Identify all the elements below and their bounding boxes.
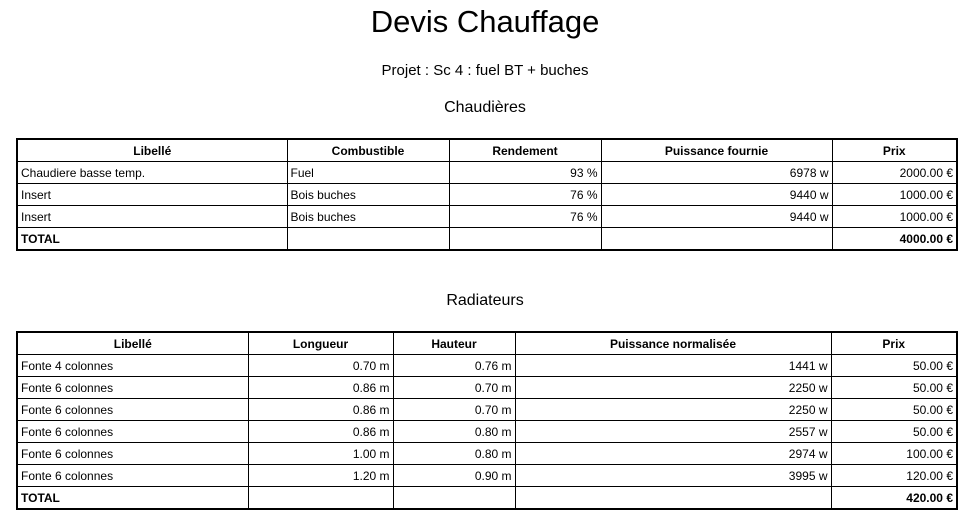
total-row bbox=[17, 487, 957, 510]
cell-hauteur: 0.90 m bbox=[393, 465, 515, 487]
empty-cell bbox=[248, 487, 393, 510]
empty-cell bbox=[449, 228, 601, 251]
column-header: Rendement bbox=[449, 139, 601, 162]
cell-puissance: 6978 w bbox=[601, 162, 832, 184]
total-value: 4000.00 € bbox=[832, 228, 957, 251]
table-row bbox=[17, 206, 957, 228]
column-header: Prix bbox=[832, 139, 957, 162]
table-row bbox=[17, 465, 957, 487]
column-header: Libellé bbox=[17, 332, 248, 355]
cell-prix: 120.00 € bbox=[831, 465, 957, 487]
cell-rendement: 76 % bbox=[449, 206, 601, 228]
cell-puissance: 3995 w bbox=[515, 465, 831, 487]
cell-prix: 1000.00 € bbox=[832, 184, 957, 206]
column-header: Libellé bbox=[17, 139, 287, 162]
cell-prix: 100.00 € bbox=[831, 443, 957, 465]
cell-puissance: 1441 w bbox=[515, 355, 831, 377]
cell-prix: 50.00 € bbox=[831, 355, 957, 377]
cell-hauteur: 0.70 m bbox=[393, 399, 515, 421]
cell-hauteur: 0.80 m bbox=[393, 443, 515, 465]
column-header: Combustible bbox=[287, 139, 449, 162]
total-row bbox=[17, 228, 957, 251]
cell-puissance: 2557 w bbox=[515, 421, 831, 443]
total-value: 420.00 € bbox=[831, 487, 957, 510]
empty-cell bbox=[287, 228, 449, 251]
cell-rendement: 76 % bbox=[449, 184, 601, 206]
cell-libelle: Chaudiere basse temp. bbox=[17, 162, 287, 184]
cell-longueur: 0.86 m bbox=[248, 377, 393, 399]
cell-combustible: Bois buches bbox=[287, 184, 449, 206]
cell-prix: 50.00 € bbox=[831, 399, 957, 421]
section-title-radiateurs: Radiateurs bbox=[446, 292, 524, 309]
table-row bbox=[17, 355, 957, 377]
cell-libelle: Fonte 6 colonnes bbox=[17, 421, 248, 443]
cell-libelle: Fonte 6 colonnes bbox=[17, 377, 248, 399]
table-header-row bbox=[17, 332, 957, 355]
column-header: Puissance normalisée bbox=[515, 332, 831, 355]
total-label: TOTAL bbox=[17, 228, 287, 251]
cell-puissance: 2250 w bbox=[515, 399, 831, 421]
cell-puissance: 9440 w bbox=[601, 206, 832, 228]
cell-combustible: Fuel bbox=[287, 162, 449, 184]
column-header: Puissance fournie bbox=[601, 139, 832, 162]
chaudieres-table bbox=[16, 138, 958, 251]
radiateurs-table bbox=[16, 331, 958, 510]
project-subtitle: Projet : Sc 4 : fuel BT + buches bbox=[381, 62, 589, 79]
cell-hauteur: 0.70 m bbox=[393, 377, 515, 399]
section-title-chaudieres: Chaudières bbox=[444, 99, 526, 116]
cell-longueur: 0.70 m bbox=[248, 355, 393, 377]
column-header: Prix bbox=[831, 332, 957, 355]
empty-cell bbox=[515, 487, 831, 510]
table-row bbox=[17, 377, 957, 399]
table-row bbox=[17, 162, 957, 184]
empty-cell bbox=[393, 487, 515, 510]
cell-libelle: Fonte 6 colonnes bbox=[17, 465, 248, 487]
cell-longueur: 1.20 m bbox=[248, 465, 393, 487]
cell-libelle: Fonte 6 colonnes bbox=[17, 399, 248, 421]
total-label: TOTAL bbox=[17, 487, 248, 510]
column-header: Hauteur bbox=[393, 332, 515, 355]
cell-longueur: 0.86 m bbox=[248, 399, 393, 421]
table-header-row bbox=[17, 139, 957, 162]
empty-cell bbox=[601, 228, 832, 251]
cell-puissance: 2250 w bbox=[515, 377, 831, 399]
cell-libelle: Insert bbox=[17, 206, 287, 228]
cell-prix: 50.00 € bbox=[831, 377, 957, 399]
cell-libelle: Insert bbox=[17, 184, 287, 206]
cell-prix: 50.00 € bbox=[831, 421, 957, 443]
page-title: Devis Chauffage bbox=[370, 4, 600, 39]
table-row bbox=[17, 399, 957, 421]
cell-prix: 1000.00 € bbox=[832, 206, 957, 228]
cell-hauteur: 0.80 m bbox=[393, 421, 515, 443]
cell-longueur: 0.86 m bbox=[248, 421, 393, 443]
cell-longueur: 1.00 m bbox=[248, 443, 393, 465]
cell-combustible: Bois buches bbox=[287, 206, 449, 228]
table-row bbox=[17, 421, 957, 443]
cell-libelle: Fonte 4 colonnes bbox=[17, 355, 248, 377]
cell-rendement: 93 % bbox=[449, 162, 601, 184]
cell-puissance: 2974 w bbox=[515, 443, 831, 465]
table-row bbox=[17, 184, 957, 206]
cell-puissance: 9440 w bbox=[601, 184, 832, 206]
column-header: Longueur bbox=[248, 332, 393, 355]
cell-libelle: Fonte 6 colonnes bbox=[17, 443, 248, 465]
cell-prix: 2000.00 € bbox=[832, 162, 957, 184]
cell-hauteur: 0.76 m bbox=[393, 355, 515, 377]
table-row bbox=[17, 443, 957, 465]
